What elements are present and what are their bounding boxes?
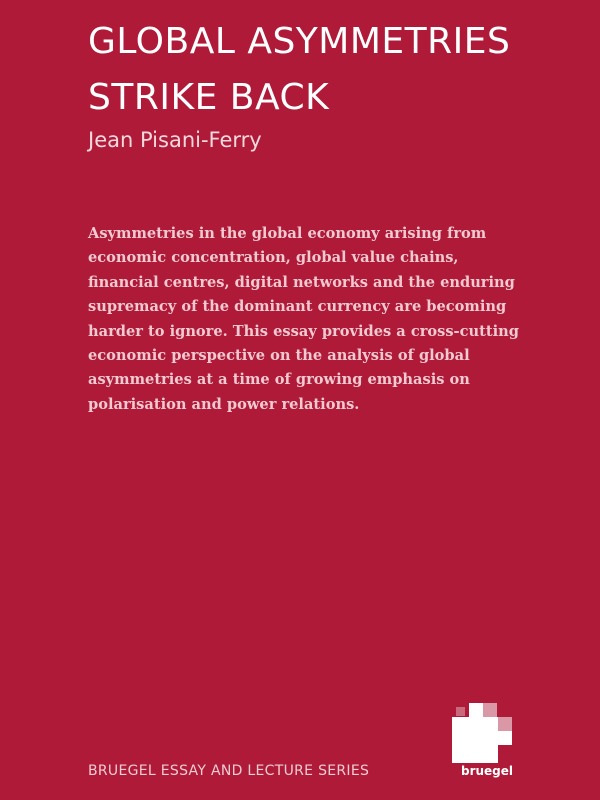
author-name: Jean Pisani-Ferry <box>88 128 262 152</box>
bruegel-logo <box>452 703 522 783</box>
title-line-1: GLOBAL ASYMMETRIES <box>88 21 511 62</box>
series-label: BRUEGEL ESSAY AND LECTURE SERIES <box>88 763 370 779</box>
cover-title <box>88 14 510 126</box>
abstract-text: Asymmetries in the global economy arising from economic concentration, global value chains, financial centres, digital networks and the enduring supremacy of the dominant currency are becoming harder to ignore. This essay provides a cross-cutting economic perspective on the analysis of global asymmetries at a time of growing emphasis on polarisation and power relations. <box>88 225 519 413</box>
logo-wordmark: bruegel <box>460 764 514 778</box>
bruegel-logo-icon <box>452 703 522 763</box>
title-line-2: STRIKE BACK <box>88 77 330 118</box>
